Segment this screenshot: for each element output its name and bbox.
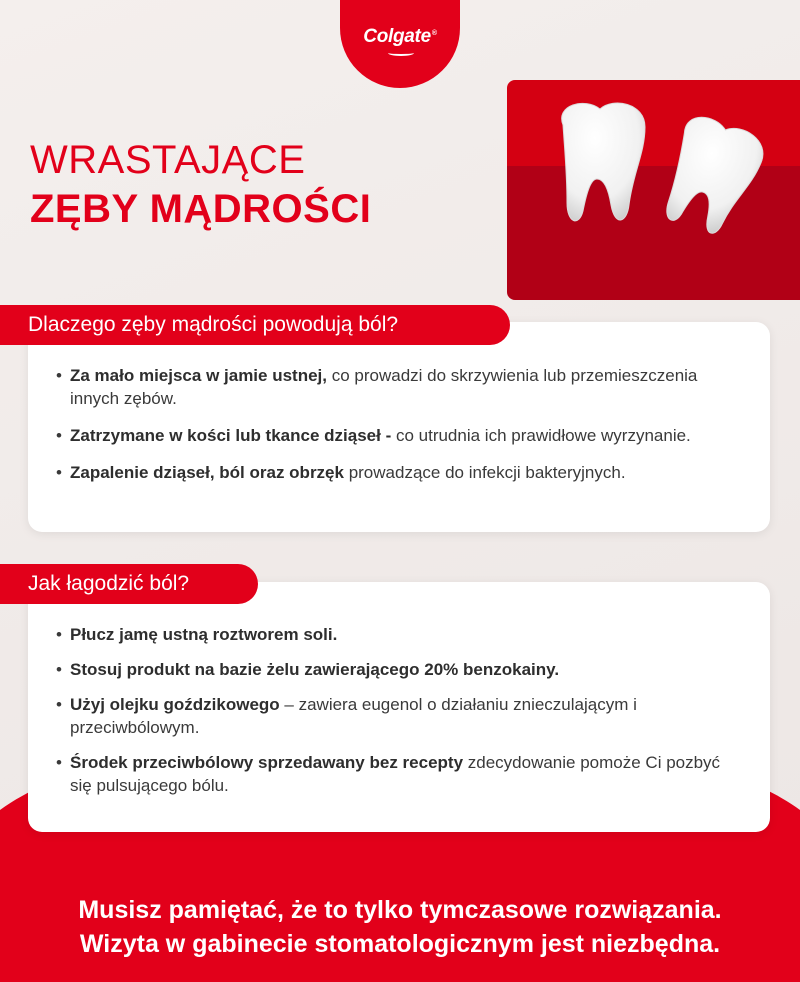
brand-logo-text: Colgate® (363, 26, 437, 47)
list-item (56, 751, 736, 797)
list-item (56, 623, 736, 646)
list-item-bold: Za mało miejsca w jamie ustnej, (70, 366, 327, 385)
list-item-bold: Środek przeciwbólowy sprzedawany bez recepty (70, 753, 464, 772)
list-item-text: zdecydowanie pomoże Ci pozbyć się pulsującego bólu. (70, 753, 721, 795)
title-line-2: ZĘBY MĄDROŚCI (30, 187, 372, 231)
causes-list (56, 364, 736, 498)
list-item (56, 364, 736, 410)
list-item-bold: Stosuj produkt na bazie żelu zawierającego 20% benzokainy. (70, 660, 560, 679)
list-item (56, 693, 736, 739)
list-item-bold: Użyj olejku goździkowego (70, 695, 280, 714)
list-item-bold: Płucz jamę ustną roztworem soli. (70, 625, 338, 644)
list-item (56, 424, 736, 447)
title-line-1: WRASTAJĄCE (30, 138, 306, 182)
logo-smile-icon (388, 50, 414, 56)
footer-line-1: Musisz pamiętać, że to tylko tymczasowe rozwiązania. (78, 896, 722, 924)
list-item-bold: Zatrzymane w kości lub tkance dziąseł - (70, 426, 392, 445)
footer-line-2: Wizyta w gabinecie stomatologicznym jest niezbędna. (79, 930, 721, 958)
section-heading-relief: Jak łagodzić ból? (0, 564, 258, 604)
list-item-text: co utrudnia ich prawidłowe wyrzynanie. (391, 426, 691, 445)
relief-list (56, 623, 736, 809)
list-item (56, 461, 736, 484)
list-item-bold: Zapalenie dziąseł, ból oraz obrzęk (70, 463, 344, 482)
list-item-text: – zawiera eugenol o działaniu znieczulającym i przeciwbólowym. (70, 695, 637, 737)
list-item (56, 658, 736, 681)
wisdom-teeth-illustration (545, 95, 785, 245)
tooth-right-icon (657, 112, 769, 241)
tooth-left-icon (562, 103, 645, 221)
list-item-text: co prowadzi do skrzywienia lub przemieszczenia innych zębów. (70, 366, 698, 408)
section-heading-causes: Dlaczego zęby mądrości powodują ból? (0, 305, 510, 345)
footer-message (0, 893, 800, 961)
brand-logo (340, 0, 460, 88)
list-item-text: prowadzące do infekcji bakteryjnych. (343, 463, 626, 482)
